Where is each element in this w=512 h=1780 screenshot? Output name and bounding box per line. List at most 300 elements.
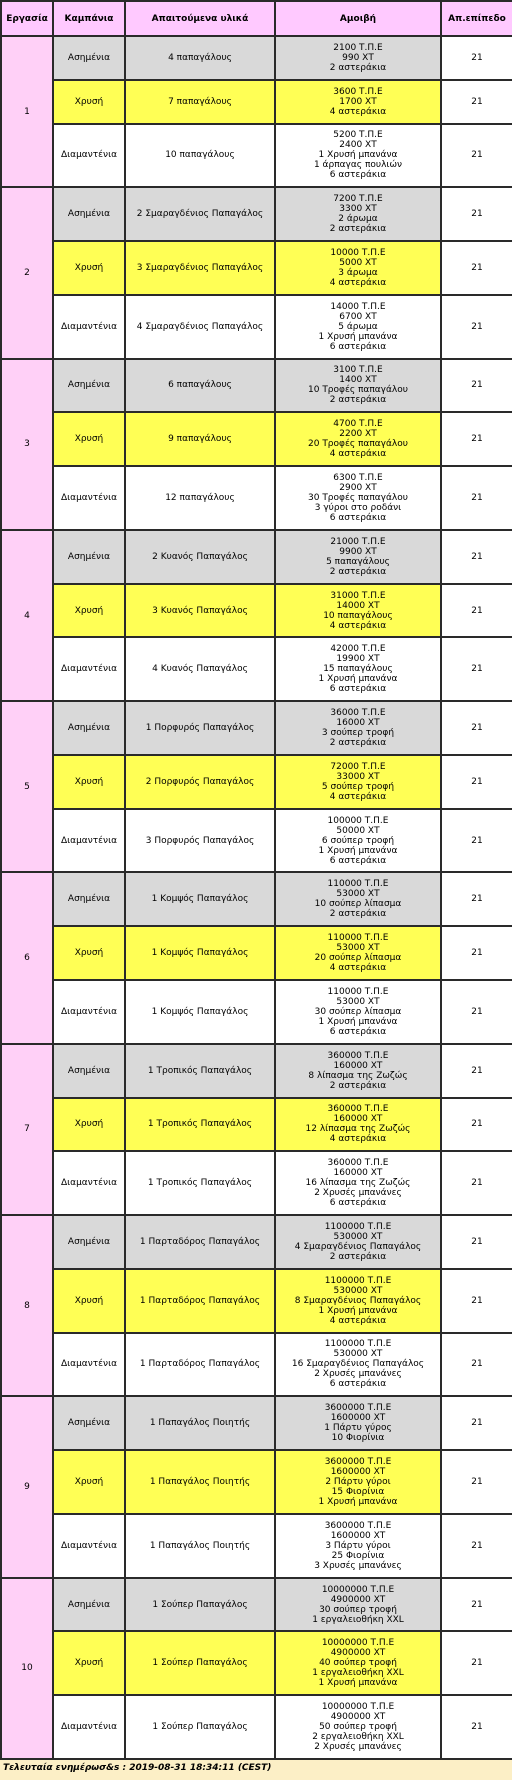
materials-cell: 2 Κυανός Παπαγάλος xyxy=(125,530,275,584)
reward-line: 110000 Τ.Π.Ε xyxy=(327,933,389,944)
reward-line: 25 Φιορίνια xyxy=(331,1550,385,1561)
reward-cell xyxy=(275,295,441,359)
reward-line: 990 ΧΤ xyxy=(342,52,374,63)
campaign-cell: Χρυσή xyxy=(53,1450,125,1514)
campaign-cell: Ασημένια xyxy=(53,701,125,755)
reward-line: 1600000 ΧΤ xyxy=(330,1467,386,1478)
materials-cell: 6 παπαγάλους xyxy=(125,359,275,413)
reward-line: 1 άρπαγας πουλιών xyxy=(313,160,403,171)
materials-cell: 3 Κυανός Παπαγάλος xyxy=(125,584,275,638)
reward-line: 14000 ΧΤ xyxy=(336,600,380,611)
level-cell: 21 xyxy=(441,701,512,755)
reward-cell xyxy=(275,530,441,584)
campaign-cell: Χρυσή xyxy=(53,1631,125,1695)
reward-line: 1100000 Τ.Π.Ε xyxy=(324,1221,392,1232)
reward-cell xyxy=(275,36,441,80)
table-row xyxy=(1,872,512,926)
reward-line: 4 Σμαραγδένιος Παπαγάλος xyxy=(294,1241,422,1252)
table-row xyxy=(1,1044,512,1098)
reward-line: 160000 ΧΤ xyxy=(333,1114,383,1125)
reward-line: 10000000 Τ.Π.Ε xyxy=(321,1702,395,1713)
reward-line: 1 Χρυσή μπανάνα xyxy=(318,1678,398,1689)
reward-line: 21000 Τ.Π.Ε xyxy=(330,536,386,547)
materials-cell: 1 Κομψός Παπαγάλος xyxy=(125,872,275,926)
reward-line: 2 Χρυσές μπανάνες xyxy=(314,1188,402,1199)
table-row xyxy=(1,36,512,80)
reward-line: 2 αστεράκια xyxy=(329,738,387,749)
level-cell: 21 xyxy=(441,124,512,188)
table-row xyxy=(1,1098,512,1152)
table-row xyxy=(1,466,512,530)
reward-line: 4900000 ΧΤ xyxy=(330,1712,386,1723)
level-cell: 21 xyxy=(441,1044,512,1098)
materials-cell: 1 Παπαγάλος Ποιητής xyxy=(125,1450,275,1514)
reward-line: 1 Πάρτυ γύρος xyxy=(324,1423,392,1434)
reward-line: 1100000 Τ.Π.Ε xyxy=(324,1275,392,1286)
reward-line: 10000 Τ.Π.Ε xyxy=(330,247,386,258)
level-cell: 21 xyxy=(441,1396,512,1450)
reward-cell xyxy=(275,701,441,755)
reward-line: 1 Χρυσή μπανάνα xyxy=(318,1497,398,1508)
campaign-cell: Διαμαντένια xyxy=(53,295,125,359)
reward-cell xyxy=(275,1151,441,1215)
table-row xyxy=(1,1514,512,1578)
reward-cell xyxy=(275,1333,441,1397)
reward-line: 1 εργαλειοθήκη XXL xyxy=(312,1668,404,1679)
reward-line: 5200 Τ.Π.Ε xyxy=(333,130,383,141)
campaign-cell: Ασημένια xyxy=(53,1044,125,1098)
reward-line: 2 αστεράκια xyxy=(329,909,387,920)
reward-line: 42000 Τ.Π.Ε xyxy=(330,644,386,655)
reward-line: 4 αστεράκια xyxy=(329,106,387,117)
task-number: 3 xyxy=(1,359,53,530)
materials-cell: 1 Σούπερ Παπαγάλος xyxy=(125,1695,275,1759)
reward-line: 2400 ΧΤ xyxy=(339,140,377,151)
reward-line: 3 γύροι στο ροδάνι xyxy=(314,503,402,513)
materials-cell: 2 Πορφυρός Παπαγάλος xyxy=(125,755,275,809)
reward-line: 160000 ΧΤ xyxy=(333,1168,383,1179)
reward-line: 110000 Τ.Π.Ε xyxy=(327,879,389,890)
reward-cell xyxy=(275,1695,441,1759)
reward-line: 8 λίπασμα της Ζωζώς xyxy=(308,1070,408,1081)
reward-line: 10000000 Τ.Π.Ε xyxy=(321,1638,395,1649)
reward-line: 5 σούπερ τροφή xyxy=(321,781,395,792)
reward-line: 10 σούπερ λίπασμα xyxy=(314,899,402,910)
level-cell: 21 xyxy=(441,241,512,295)
reward-line: 2 αστεράκια xyxy=(329,395,387,406)
materials-cell: 1 Σούπερ Παπαγάλος xyxy=(125,1631,275,1695)
campaign-cell: Ασημένια xyxy=(53,872,125,926)
campaign-cell: Χρυσή xyxy=(53,412,125,466)
reward-line: 6 αστεράκια xyxy=(329,684,387,695)
header-campaign: Καμπάνια xyxy=(53,1,125,36)
campaign-cell: Χρυσή xyxy=(53,1098,125,1152)
table-row xyxy=(1,241,512,295)
reward-line: 30 Τροφές παπαγάλου xyxy=(308,493,408,503)
campaign-cell: Ασημένια xyxy=(53,359,125,413)
table-row xyxy=(1,295,512,359)
reward-line: 2 αστεράκια xyxy=(329,224,387,235)
task-number: 6 xyxy=(1,872,53,1043)
level-cell: 21 xyxy=(441,359,512,413)
reward-line: 5000 ΧΤ xyxy=(339,257,377,268)
table-row xyxy=(1,1215,512,1269)
reward-line: 53000 ΧΤ xyxy=(336,943,380,954)
reward-line: 14000 Τ.Π.Ε xyxy=(330,301,386,312)
reward-line: 2 Χρυσές μπανάνες xyxy=(314,1742,402,1753)
reward-line: 160000 ΧΤ xyxy=(333,1060,383,1071)
task-number: 8 xyxy=(1,1215,53,1396)
materials-cell: 2 Σμαραγδένιος Παπαγάλος xyxy=(125,187,275,241)
reward-line: 1 Χρυσή μπανάνα xyxy=(318,1305,398,1316)
reward-cell xyxy=(275,1578,441,1632)
campaign-cell: Διαμαντένια xyxy=(53,466,125,530)
reward-line: 1 εργαλειοθήκη XXL xyxy=(312,1614,404,1625)
reward-line: 2900 ΧΤ xyxy=(339,483,377,493)
reward-cell xyxy=(275,466,441,530)
materials-cell: 1 Παπαγάλος Ποιητής xyxy=(125,1396,275,1450)
task-number: 5 xyxy=(1,701,53,872)
level-cell: 21 xyxy=(441,80,512,124)
reward-line: 2 αστεράκια xyxy=(329,62,387,73)
table-row xyxy=(1,1578,512,1632)
table-body xyxy=(1,36,512,1759)
reward-line: 72000 Τ.Π.Ε xyxy=(330,761,386,772)
reward-line: 2 αστεράκια xyxy=(329,1251,387,1262)
task-number: 4 xyxy=(1,530,53,701)
reward-line: 530000 ΧΤ xyxy=(333,1349,383,1360)
reward-line: 30 σούπερ τροφή xyxy=(319,1604,397,1615)
reward-cell xyxy=(275,80,441,124)
campaign-cell: Ασημένια xyxy=(53,1396,125,1450)
materials-cell: 1 Παρταδόρος Παπαγάλος xyxy=(125,1269,275,1333)
reward-line: 3600 Τ.Π.Ε xyxy=(333,86,383,97)
reward-line: 1 Χρυσή μπανάνα xyxy=(318,674,398,685)
reward-line: 20 Τροφές παπαγάλου xyxy=(308,439,408,450)
reward-cell xyxy=(275,1514,441,1578)
campaign-cell: Διαμαντένια xyxy=(53,637,125,701)
campaign-cell: Διαμαντένια xyxy=(53,124,125,188)
reward-line: 16000 ΧΤ xyxy=(336,718,380,729)
materials-cell: 1 Παρταδόρος Παπαγάλος xyxy=(125,1333,275,1397)
table-row xyxy=(1,926,512,980)
reward-line: 3600000 Τ.Π.Ε xyxy=(324,1457,392,1468)
level-cell: 21 xyxy=(441,637,512,701)
reward-line: 53000 ΧΤ xyxy=(336,996,380,1007)
reward-line: 12 λίπασμα της Ζωζώς xyxy=(305,1124,411,1135)
materials-cell: 1 Τροπικός Παπαγάλος xyxy=(125,1044,275,1098)
reward-line: 4700 Τ.Π.Ε xyxy=(333,419,383,430)
materials-cell: 4 Σμαραγδένιος Παπαγάλος xyxy=(125,295,275,359)
campaign-cell: Χρυσή xyxy=(53,1269,125,1333)
reward-line: 9900 ΧΤ xyxy=(339,546,377,557)
reward-line: 6 σούπερ τροφή xyxy=(321,835,395,846)
table-row xyxy=(1,187,512,241)
table-row xyxy=(1,80,512,124)
header-row xyxy=(1,1,512,36)
level-cell: 21 xyxy=(441,295,512,359)
reward-line: 1600000 ΧΤ xyxy=(330,1413,386,1424)
table-row xyxy=(1,1151,512,1215)
reward-line: 50 σούπερ τροφή xyxy=(319,1722,397,1733)
reward-line: 5 παπαγάλους xyxy=(326,556,390,567)
reward-line: 6 αστεράκια xyxy=(329,341,387,352)
reward-line: 10 παπαγάλους xyxy=(323,610,393,621)
reward-line: 6 αστεράκια xyxy=(329,513,387,523)
campaign-cell: Διαμαντένια xyxy=(53,809,125,873)
level-cell: 21 xyxy=(441,926,512,980)
task-number: 2 xyxy=(1,187,53,358)
reward-line: 15 Φιορίνια xyxy=(331,1487,385,1498)
task-number: 10 xyxy=(1,1578,53,1759)
reward-line: 4 αστεράκια xyxy=(329,277,387,288)
reward-line: 4 αστεράκια xyxy=(329,791,387,802)
reward-line: 3600000 Τ.Π.Ε xyxy=(324,1403,392,1414)
table-row xyxy=(1,755,512,809)
reward-line: 1700 ΧΤ xyxy=(339,96,377,107)
reward-line: 6 αστεράκια xyxy=(329,1198,387,1209)
reward-line: 6 αστεράκια xyxy=(329,1379,387,1390)
materials-cell: 1 Παπαγάλος Ποιητής xyxy=(125,1514,275,1578)
reward-line: 1100000 Τ.Π.Ε xyxy=(324,1339,392,1350)
reward-line: 2 αστεράκια xyxy=(329,566,387,577)
reward-line: 2200 ΧΤ xyxy=(339,429,377,440)
campaign-cell: Χρυσή xyxy=(53,80,125,124)
materials-cell: 1 Παρταδόρος Παπαγάλος xyxy=(125,1215,275,1269)
header-materials: Απαιτούμενα υλικά xyxy=(125,1,275,36)
campaign-cell: Ασημένια xyxy=(53,1578,125,1632)
reward-line: 1400 ΧΤ xyxy=(339,375,377,386)
campaign-cell: Διαμαντένια xyxy=(53,1695,125,1759)
materials-cell: 1 Κομψός Παπαγάλος xyxy=(125,980,275,1044)
materials-cell: 4 Κυανός Παπαγάλος xyxy=(125,637,275,701)
table-row xyxy=(1,412,512,466)
materials-cell: 9 παπαγάλους xyxy=(125,412,275,466)
level-cell: 21 xyxy=(441,530,512,584)
reward-cell xyxy=(275,187,441,241)
materials-cell: 1 Σούπερ Παπαγάλος xyxy=(125,1578,275,1632)
task-number: 9 xyxy=(1,1396,53,1577)
reward-cell xyxy=(275,872,441,926)
last-updated-footer: Τελευταία ενημέρωσ&s : 2019-08-31 18:34:11 (CEST) xyxy=(3,1762,272,1773)
reward-line: 8 Σμαραγδένιος Παπαγάλος xyxy=(294,1295,422,1306)
level-cell: 21 xyxy=(441,1578,512,1632)
reward-line: 4 αστεράκια xyxy=(329,620,387,631)
reward-line: 33000 ΧΤ xyxy=(336,771,380,782)
materials-cell: 7 παπαγάλους xyxy=(125,80,275,124)
reward-line: 10 Φιορίνια xyxy=(331,1433,385,1444)
reward-line: 1 Χρυσή μπανάνα xyxy=(318,331,398,342)
campaign-cell: Ασημένια xyxy=(53,530,125,584)
level-cell: 21 xyxy=(441,1333,512,1397)
campaign-cell: Χρυσή xyxy=(53,926,125,980)
materials-cell: 12 παπαγάλους xyxy=(125,466,275,530)
table-row xyxy=(1,701,512,755)
table-row xyxy=(1,809,512,873)
reward-line: 3 σούπερ τροφή xyxy=(321,728,395,739)
reward-line: 100000 Τ.Π.Ε xyxy=(327,815,389,826)
reward-line: 7200 Τ.Π.Ε xyxy=(333,194,383,205)
reward-line: 530000 ΧΤ xyxy=(333,1285,383,1296)
reward-cell xyxy=(275,1450,441,1514)
materials-cell: 1 Τροπικός Παπαγάλος xyxy=(125,1151,275,1215)
table-row xyxy=(1,584,512,638)
reward-line: 4 αστεράκια xyxy=(329,1134,387,1145)
materials-cell: 10 παπαγάλους xyxy=(125,124,275,188)
level-cell: 21 xyxy=(441,1098,512,1152)
reward-cell xyxy=(275,1269,441,1333)
level-cell: 21 xyxy=(441,872,512,926)
level-cell: 21 xyxy=(441,1631,512,1695)
reward-line: 16 Σμαραγδένιος Παπαγάλος xyxy=(291,1359,425,1370)
reward-line: 530000 ΧΤ xyxy=(333,1231,383,1242)
level-cell: 21 xyxy=(441,1151,512,1215)
reward-line: 50000 ΧΤ xyxy=(336,825,380,836)
materials-cell: 4 παπαγάλους xyxy=(125,36,275,80)
reward-line: 10000000 Τ.Π.Ε xyxy=(321,1584,395,1595)
reward-line: 6300 Τ.Π.Ε xyxy=(333,473,383,483)
reward-line: 6 αστεράκια xyxy=(329,170,387,181)
campaign-cell: Διαμαντένια xyxy=(53,980,125,1044)
reward-line: 6700 ΧΤ xyxy=(339,311,377,322)
campaign-cell: Χρυσή xyxy=(53,584,125,638)
reward-cell xyxy=(275,241,441,295)
campaign-cell: Χρυσή xyxy=(53,755,125,809)
reward-line: 1600000 ΧΤ xyxy=(330,1530,386,1541)
campaign-cell: Ασημένια xyxy=(53,36,125,80)
reward-cell xyxy=(275,584,441,638)
reward-cell xyxy=(275,755,441,809)
materials-cell: 3 Σμαραγδένιος Παπαγάλος xyxy=(125,241,275,295)
reward-line: 4900000 ΧΤ xyxy=(330,1594,386,1605)
reward-line: 6 αστεράκια xyxy=(329,855,387,866)
reward-line: 16 λίπασμα της Ζωζώς xyxy=(305,1178,411,1189)
materials-cell: 1 Πορφυρός Παπαγάλος xyxy=(125,701,275,755)
table-row xyxy=(1,359,512,413)
materials-cell: 3 Πορφυρός Παπαγάλος xyxy=(125,809,275,873)
reward-line: 5 άρωμα xyxy=(338,321,378,332)
level-cell: 21 xyxy=(441,36,512,80)
reward-line: 2 αστεράκια xyxy=(329,1080,387,1091)
reward-cell xyxy=(275,359,441,413)
reward-line: 3600000 Τ.Π.Ε xyxy=(324,1520,392,1531)
table-row xyxy=(1,530,512,584)
table-row xyxy=(1,124,512,188)
reward-cell xyxy=(275,926,441,980)
level-cell: 21 xyxy=(441,1695,512,1759)
header-task: Εργασία xyxy=(1,1,53,36)
reward-line: 2100 Τ.Π.Ε xyxy=(333,42,383,53)
level-cell: 21 xyxy=(441,466,512,530)
reward-line: 3300 ΧΤ xyxy=(339,204,377,215)
reward-line: 360000 Τ.Π.Ε xyxy=(327,1050,389,1061)
reward-line: 20 σούπερ λίπασμα xyxy=(314,953,402,964)
reward-cell xyxy=(275,1215,441,1269)
level-cell: 21 xyxy=(441,1450,512,1514)
reward-cell xyxy=(275,980,441,1044)
reward-line: 1 Χρυσή μπανάνα xyxy=(318,150,398,161)
level-cell: 21 xyxy=(441,412,512,466)
table-row xyxy=(1,1269,512,1333)
reward-line: 10 Τροφές παπαγάλου xyxy=(308,385,408,396)
reward-cell xyxy=(275,124,441,188)
level-cell: 21 xyxy=(441,980,512,1044)
table-row xyxy=(1,1333,512,1397)
reward-line: 360000 Τ.Π.Ε xyxy=(327,1104,389,1115)
reward-line: 1 Χρυσή μπανάνα xyxy=(318,845,398,856)
table-row xyxy=(1,637,512,701)
reward-line: 3 Χρυσές μπανάνες xyxy=(314,1560,402,1571)
reward-line: 2 Χρυσές μπανάνες xyxy=(314,1369,402,1380)
reward-line: 4 αστεράκια xyxy=(329,1315,387,1326)
reward-line: 19900 ΧΤ xyxy=(336,654,380,665)
reward-cell xyxy=(275,1631,441,1695)
reward-line: 3 άρωμα xyxy=(338,267,378,278)
reward-line: 4900000 ΧΤ xyxy=(330,1648,386,1659)
reward-line: 2 Πάρτυ γύροι xyxy=(325,1477,391,1488)
campaign-cell: Διαμαντένια xyxy=(53,1514,125,1578)
reward-line: 40 σούπερ τροφή xyxy=(319,1658,397,1669)
level-cell: 21 xyxy=(441,1514,512,1578)
header-reward: Αμοιβή xyxy=(275,1,441,36)
reward-line: 4 αστεράκια xyxy=(329,963,387,974)
campaign-cell: Διαμαντένια xyxy=(53,1333,125,1397)
table-row xyxy=(1,980,512,1044)
materials-cell: 1 Τροπικός Παπαγάλος xyxy=(125,1098,275,1152)
reward-line: 31000 Τ.Π.Ε xyxy=(330,590,386,601)
reward-line: 36000 Τ.Π.Ε xyxy=(330,708,386,719)
materials-cell: 1 Κομψός Παπαγάλος xyxy=(125,926,275,980)
reward-cell xyxy=(275,1396,441,1450)
campaign-cell: Ασημένια xyxy=(53,1215,125,1269)
level-cell: 21 xyxy=(441,809,512,873)
table-row xyxy=(1,1631,512,1695)
reward-line: 2 άρωμα xyxy=(338,214,378,225)
reward-cell xyxy=(275,809,441,873)
reward-line: 6 αστεράκια xyxy=(329,1026,387,1037)
reward-line: 53000 ΧΤ xyxy=(336,889,380,900)
reward-cell xyxy=(275,1098,441,1152)
level-cell: 21 xyxy=(441,755,512,809)
level-cell: 21 xyxy=(441,1269,512,1333)
reward-line: 4 αστεράκια xyxy=(329,449,387,460)
campaign-cell: Ασημένια xyxy=(53,187,125,241)
task-number: 7 xyxy=(1,1044,53,1215)
reward-cell xyxy=(275,1044,441,1098)
reward-cell xyxy=(275,412,441,466)
reward-line: 15 παπαγάλους xyxy=(323,664,393,675)
reward-line: 30 σούπερ λίπασμα xyxy=(314,1006,402,1017)
reward-line: 110000 Τ.Π.Ε xyxy=(327,986,389,997)
reward-cell xyxy=(275,637,441,701)
table-row xyxy=(1,1450,512,1514)
header-level: Απ.επίπεδο xyxy=(441,1,512,36)
table-header xyxy=(1,1,512,36)
campaign-cell: Χρυσή xyxy=(53,241,125,295)
reward-line: 2 εργαλειοθήκη XXL xyxy=(312,1732,404,1743)
campaign-cell: Διαμαντένια xyxy=(53,1151,125,1215)
reward-line: 3100 Τ.Π.Ε xyxy=(333,365,383,376)
level-cell: 21 xyxy=(441,1215,512,1269)
table-row xyxy=(1,1396,512,1450)
table-row xyxy=(1,1695,512,1759)
level-cell: 21 xyxy=(441,584,512,638)
task-number: 1 xyxy=(1,36,53,187)
level-cell: 21 xyxy=(441,187,512,241)
reward-line: 1 Χρυσή μπανάνα xyxy=(318,1016,398,1027)
reward-line: 360000 Τ.Π.Ε xyxy=(327,1158,389,1169)
reward-line: 3 Πάρτυ γύροι xyxy=(325,1540,391,1551)
